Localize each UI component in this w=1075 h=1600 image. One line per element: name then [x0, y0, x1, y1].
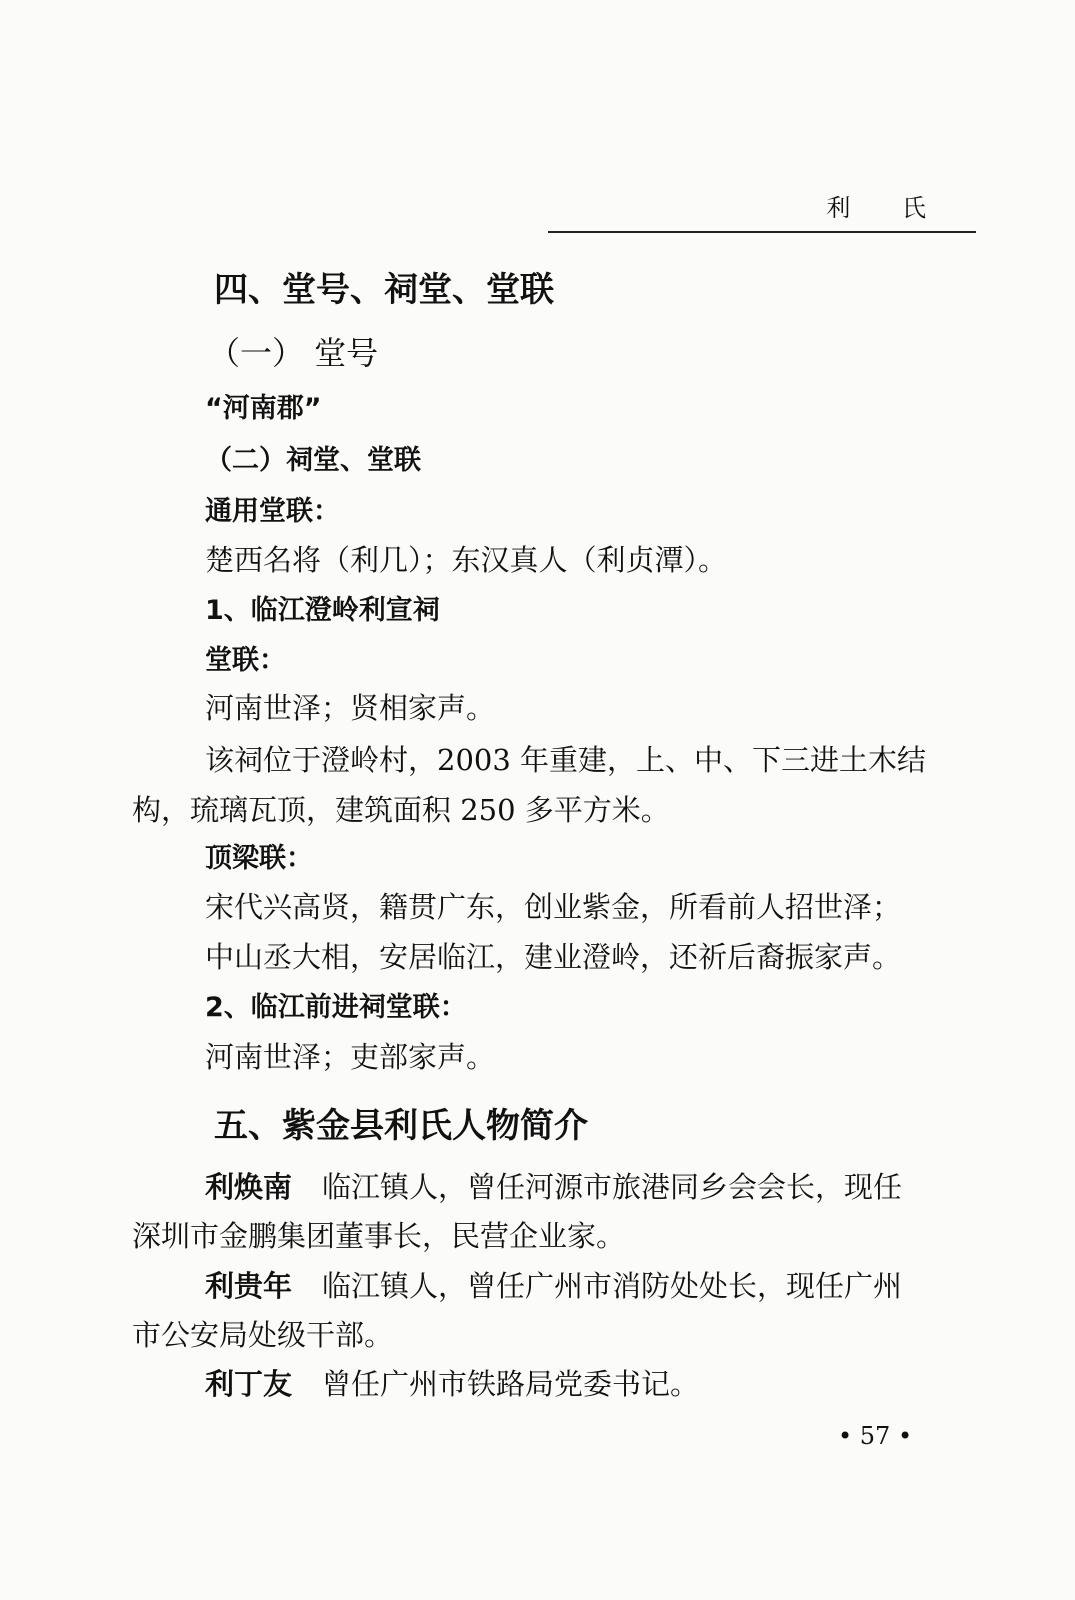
- item-1-title: 1、临江澄岭利宣祠: [205, 595, 440, 626]
- running-header: 利 氏: [826, 194, 948, 222]
- item-1-description-line-2: 构，琉璃瓦顶，建筑面积 250 多平方米。: [132, 793, 670, 827]
- subsection-1-heading: （一） 堂号: [208, 334, 379, 372]
- person-name: 利贵年: [205, 1269, 293, 1303]
- beam-couplet-line-1: 宋代兴高贤，籍贯广东，创业紫金，所看前人招世泽；: [205, 890, 902, 924]
- beam-couplet-line-2: 中山丞大相，安居临江，建业澄岭，还祈后裔振家声。: [205, 940, 902, 974]
- person-entry-2: [205, 1264, 902, 1305]
- item-1-description-line-1: 该祠位于澄岭村，2003 年重建，上、中、下三进土木结: [205, 743, 927, 777]
- header-rule: [548, 231, 976, 233]
- person-bio-line-1: 曾任广州市铁路局党委书记。: [322, 1367, 700, 1401]
- person-name: 利丁友: [205, 1367, 293, 1401]
- section-4-heading: 四、堂号、祠堂、堂联: [214, 270, 554, 310]
- person-entry-1: [205, 1165, 902, 1206]
- person-bio-line-2: 深圳市金鹏集团董事长，民营企业家。: [132, 1219, 626, 1253]
- item-2-title: 2、临江前进祠堂联：: [205, 992, 467, 1023]
- item-1-couplet-label: 堂联：: [205, 645, 286, 676]
- person-entry-3: [205, 1362, 699, 1403]
- item-1-couplet-text: 河南世泽；贤相家声。: [205, 691, 496, 725]
- general-couplet-label: 通用堂联：: [205, 496, 340, 527]
- general-couplet-text: 楚西名将（利几）；东汉真人（利贞潭）。: [205, 543, 728, 577]
- person-name: 利焕南: [205, 1170, 293, 1204]
- page-number: • 57 •: [838, 1422, 913, 1450]
- section-5-heading: 五、紫金县利氏人物简介: [214, 1106, 588, 1146]
- hall-name: “河南郡”: [205, 393, 322, 424]
- beam-couplet-label: 顶梁联：: [205, 843, 313, 874]
- subsection-2-heading: （二）祠堂、堂联: [205, 445, 421, 476]
- item-2-couplet-text: 河南世泽；吏部家声。: [205, 1040, 496, 1074]
- person-bio-line-1: 临江镇人，曾任河源市旅港同乡会会长，现任: [322, 1170, 903, 1204]
- person-bio-line-1: 临江镇人，曾任广州市消防处处长，现任广州: [322, 1269, 903, 1303]
- person-bio-line-2: 市公安局处级干部。: [132, 1318, 394, 1352]
